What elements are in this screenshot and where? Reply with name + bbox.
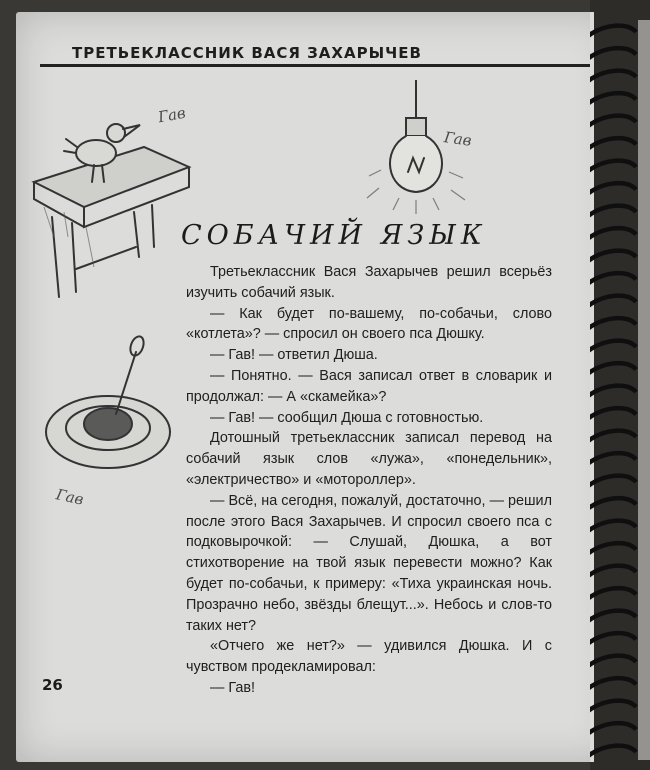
paragraph: Дотошный третьеклассник записал перевод на собачий язык слов «лужа», «понедельник», «электричество» и «мотороллер». bbox=[186, 430, 552, 488]
chapter-title: СОБАЧИЙ ЯЗЫК bbox=[181, 220, 487, 251]
bird-bark-text: Гав bbox=[156, 103, 187, 127]
paragraph: — Гав! bbox=[210, 679, 256, 696]
paragraph: «Отчего же нет?» — удивился Дюшка. И с чувством продекламировал: bbox=[186, 638, 552, 676]
bowl-illustration bbox=[36, 332, 186, 482]
running-header bbox=[40, 44, 600, 67]
bowl-bark-text: Гав bbox=[54, 485, 86, 509]
paragraph: Третьеклассник Вася Захарычев решил всерьёз изучить собачий язык. bbox=[186, 264, 552, 301]
running-header-title: ТРЕТЬЕКЛАССНИК ВАСЯ ЗАХАРЫЧЕВ bbox=[72, 44, 422, 62]
paragraph: — Понятно. — Вася записал ответ в словарик и продолжал: — А «скамейка»? bbox=[186, 367, 552, 405]
page-number: 26 bbox=[42, 676, 63, 694]
paragraph: — Гав! — сообщил Дюша с готовностью. bbox=[210, 409, 484, 426]
paragraph: — Как будет по-вашему, по-собачьи, слово «котлета»? — спросил он своего пса Дюшку. bbox=[186, 305, 552, 343]
light-bulb-illustration bbox=[361, 80, 471, 220]
paragraph: — Всё, на сегодня, пожалуй, достаточно, — решил после этого Вася Захарычев. И спросил своего пса с подковырочкой: — Слушай, Дюшка, а вот стихотворение на твой язык перевести можно? Как будет по-собачьи, к примеру: «Тиха украинская ночь. Прозрачно небо, звёзды блещут...». Небось и слов-то таких нет? bbox=[186, 492, 552, 634]
bulb-bark-text: Гав bbox=[442, 128, 473, 150]
book-page bbox=[16, 12, 614, 762]
paragraph: — Гав! — ответил Дюша. bbox=[210, 347, 378, 364]
spiral-binding bbox=[590, 0, 650, 770]
story-text bbox=[186, 262, 552, 699]
